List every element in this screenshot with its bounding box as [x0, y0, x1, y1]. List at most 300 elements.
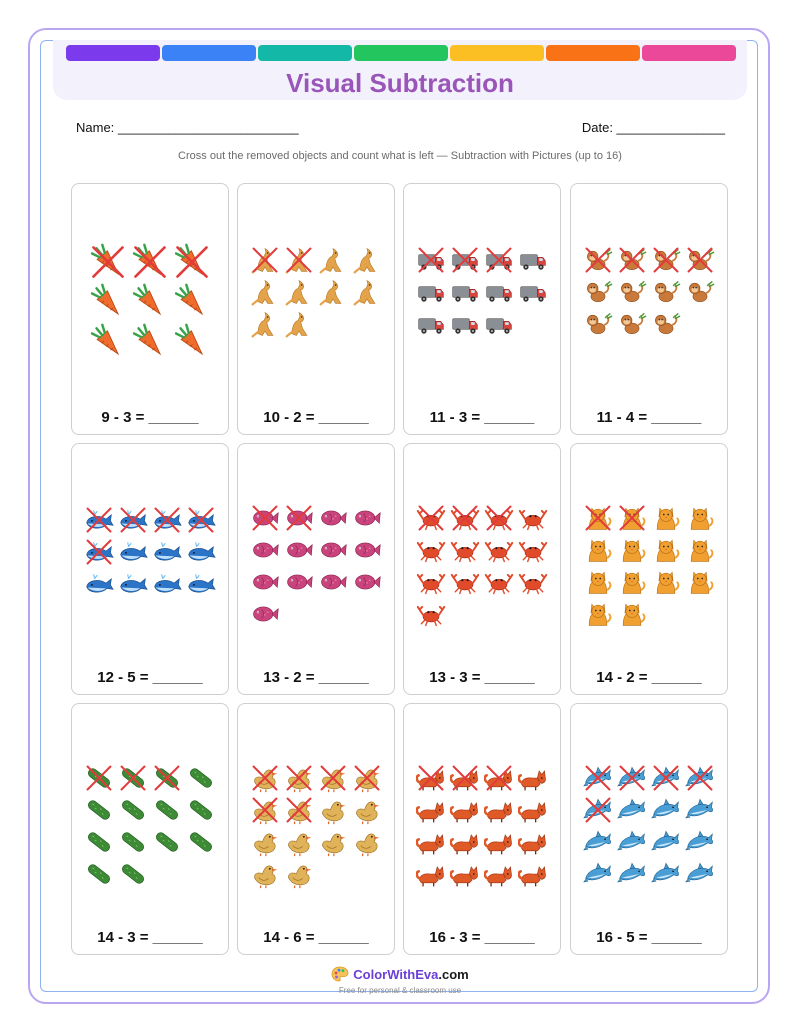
object-item[interactable] [316, 566, 350, 598]
cross-out-mark [173, 243, 211, 281]
crab-icon [518, 535, 548, 565]
fox-icon [518, 859, 548, 889]
object-item[interactable] [482, 244, 516, 276]
object-item[interactable] [172, 322, 212, 362]
fish-icon [352, 503, 382, 533]
object-item[interactable] [615, 566, 649, 598]
object-item[interactable] [581, 308, 615, 340]
object-item[interactable] [82, 858, 116, 890]
cat-icon [685, 535, 715, 565]
object-item[interactable] [482, 762, 516, 794]
object-item[interactable] [516, 566, 550, 598]
cat-icon [583, 535, 613, 565]
object-item[interactable] [116, 504, 150, 536]
problem-card [570, 703, 728, 955]
object-item[interactable] [516, 762, 550, 794]
object-item[interactable] [350, 276, 384, 308]
truck-icon [518, 277, 548, 307]
cucumber-icon [118, 827, 148, 857]
rainbow-segment [546, 45, 640, 61]
name-field[interactable]: Name: _________________________ [76, 120, 299, 135]
object-item[interactable] [516, 276, 550, 308]
fish-icon [250, 567, 280, 597]
cross-out-mark [416, 503, 446, 533]
whale-icon [152, 537, 182, 567]
object-item[interactable] [82, 536, 116, 568]
object-item[interactable] [350, 502, 384, 534]
rainbow-segment [162, 45, 256, 61]
equation-answer-line[interactable]: 11 - 3 = ______ [429, 409, 535, 426]
object-item[interactable] [649, 502, 683, 534]
object-item[interactable] [316, 762, 350, 794]
object-item[interactable] [248, 244, 282, 276]
object-item[interactable] [414, 762, 448, 794]
problem-card [403, 183, 561, 435]
object-item[interactable] [649, 762, 683, 794]
object-item[interactable] [482, 308, 516, 340]
truck-icon [484, 277, 514, 307]
cat-icon [583, 567, 613, 597]
dolphin-icon [617, 795, 647, 825]
fox-icon [518, 827, 548, 857]
fish-icon [318, 503, 348, 533]
object-item[interactable] [150, 762, 184, 794]
equation-answer-line[interactable]: 10 - 2 = ______ [263, 409, 369, 426]
object-item[interactable] [150, 794, 184, 826]
problem-card [71, 443, 229, 695]
object-item[interactable] [482, 276, 516, 308]
dolphin-icon [685, 795, 715, 825]
cross-out-mark [131, 243, 169, 281]
object-item[interactable] [184, 762, 218, 794]
object-item[interactable] [683, 762, 717, 794]
object-item[interactable] [414, 826, 448, 858]
problem-card [403, 443, 561, 695]
cross-out-mark [118, 505, 148, 535]
object-item[interactable] [448, 566, 482, 598]
cat-icon [583, 599, 613, 629]
fox-icon [484, 859, 514, 889]
equation-answer-line[interactable]: 14 - 2 = ______ [596, 669, 702, 686]
fox-icon [416, 827, 446, 857]
cross-out-mark [617, 503, 647, 533]
kangaroo-icon [352, 245, 382, 275]
fox-icon [450, 859, 480, 889]
brand-color: Color [353, 966, 388, 982]
object-item[interactable] [88, 322, 128, 362]
crab-icon [416, 567, 446, 597]
object-item[interactable] [448, 858, 482, 890]
object-item[interactable] [248, 794, 282, 826]
object-item[interactable] [649, 308, 683, 340]
dolphin-icon [685, 827, 715, 857]
object-item[interactable] [615, 598, 649, 630]
cat-icon [651, 535, 681, 565]
object-item[interactable] [649, 534, 683, 566]
object-item[interactable] [615, 244, 649, 276]
object-item[interactable] [448, 276, 482, 308]
object-item[interactable] [581, 566, 615, 598]
object-item[interactable] [316, 794, 350, 826]
object-item[interactable] [615, 826, 649, 858]
object-item[interactable] [282, 826, 316, 858]
object-item[interactable] [448, 244, 482, 276]
object-item[interactable] [649, 794, 683, 826]
object-item[interactable] [184, 826, 218, 858]
carrot-icon [89, 323, 127, 361]
equation-answer-line[interactable]: 16 - 5 = ______ [596, 929, 702, 946]
object-item[interactable] [282, 534, 316, 566]
kangaroo-icon [318, 277, 348, 307]
object-item[interactable] [316, 502, 350, 534]
object-item[interactable] [350, 244, 384, 276]
cucumber-icon [84, 859, 114, 889]
object-item[interactable] [615, 794, 649, 826]
fish-icon [250, 599, 280, 629]
object-item[interactable] [316, 276, 350, 308]
object-item[interactable] [482, 794, 516, 826]
object-item[interactable] [615, 502, 649, 534]
cross-out-mark [84, 505, 114, 535]
monkey-icon [651, 277, 681, 307]
object-item[interactable] [282, 244, 316, 276]
fox-icon [484, 795, 514, 825]
object-item[interactable] [581, 276, 615, 308]
fox-icon [416, 859, 446, 889]
object-item[interactable] [316, 244, 350, 276]
object-item[interactable] [615, 762, 649, 794]
object-item[interactable] [683, 858, 717, 890]
cross-out-mark [484, 245, 514, 275]
truck-icon [416, 309, 446, 339]
cross-out-mark [484, 503, 514, 533]
object-item[interactable] [683, 502, 717, 534]
object-item[interactable] [482, 502, 516, 534]
object-item[interactable] [482, 534, 516, 566]
fox-icon [450, 795, 480, 825]
kangaroo-icon [284, 309, 314, 339]
object-item[interactable] [516, 794, 550, 826]
fish-icon [250, 535, 280, 565]
cross-out-mark [352, 763, 382, 793]
cross-out-mark [152, 505, 182, 535]
object-item[interactable] [184, 536, 218, 568]
object-item[interactable] [516, 858, 550, 890]
kangaroo-icon [284, 277, 314, 307]
object-item[interactable] [516, 244, 550, 276]
equation-answer-line[interactable]: 14 - 6 = ______ [263, 929, 369, 946]
object-item[interactable] [350, 794, 384, 826]
object-item[interactable] [649, 566, 683, 598]
cross-out-mark [250, 503, 280, 533]
object-item[interactable] [414, 598, 448, 630]
object-item[interactable] [130, 242, 170, 282]
object-item[interactable] [172, 242, 212, 282]
object-item[interactable] [516, 826, 550, 858]
rainbow-segment [354, 45, 448, 61]
object-item[interactable] [649, 276, 683, 308]
cross-out-mark [651, 245, 681, 275]
cross-out-mark [284, 795, 314, 825]
cross-out-mark [685, 763, 715, 793]
object-item[interactable] [150, 504, 184, 536]
object-item[interactable] [184, 794, 218, 826]
dolphin-icon [583, 859, 613, 889]
truck-icon [450, 309, 480, 339]
carrot-icon [173, 283, 211, 321]
palette-icon [331, 966, 349, 982]
object-item[interactable] [248, 826, 282, 858]
equation-answer-line[interactable]: 13 - 3 = ______ [429, 669, 535, 686]
object-item[interactable] [248, 308, 282, 340]
object-item[interactable] [615, 276, 649, 308]
rainbow-segment [258, 45, 352, 61]
object-item[interactable] [88, 242, 128, 282]
rainbow-bar [66, 45, 736, 61]
dolphin-icon [617, 827, 647, 857]
dolphin-icon [617, 859, 647, 889]
object-item[interactable] [683, 566, 717, 598]
object-item[interactable] [150, 536, 184, 568]
problem-card [403, 703, 561, 955]
monkey-icon [583, 309, 613, 339]
object-item[interactable] [116, 794, 150, 826]
duck-icon [318, 827, 348, 857]
duck-icon [284, 827, 314, 857]
object-item[interactable] [581, 826, 615, 858]
cross-out-mark [118, 763, 148, 793]
object-item[interactable] [116, 858, 150, 890]
date-field[interactable]: Date: _______________ [581, 120, 725, 135]
cross-out-mark [250, 245, 280, 275]
rainbow-segment [450, 45, 544, 61]
object-item[interactable] [683, 244, 717, 276]
dolphin-icon [685, 859, 715, 889]
object-item[interactable] [248, 598, 282, 630]
object-item[interactable] [282, 794, 316, 826]
object-item[interactable] [615, 308, 649, 340]
object-item[interactable] [414, 794, 448, 826]
object-item[interactable] [448, 762, 482, 794]
truck-icon [450, 277, 480, 307]
object-item[interactable] [350, 566, 384, 598]
kangaroo-icon [250, 309, 280, 339]
footer-tagline: Free for personal & classroom use [338, 986, 462, 995]
object-item[interactable] [82, 568, 116, 600]
object-item[interactable] [282, 566, 316, 598]
carrot-icon [173, 323, 211, 361]
cross-out-mark [84, 537, 114, 567]
cross-out-mark [450, 245, 480, 275]
object-item[interactable] [649, 858, 683, 890]
cat-icon [651, 567, 681, 597]
object-item[interactable] [172, 282, 212, 322]
problem-card [71, 703, 229, 955]
object-item[interactable] [316, 534, 350, 566]
fox-icon [450, 827, 480, 857]
problem-card [237, 183, 395, 435]
cross-out-mark [583, 795, 613, 825]
object-item[interactable] [116, 762, 150, 794]
crab-icon [484, 567, 514, 597]
object-item[interactable] [248, 534, 282, 566]
object-item[interactable] [581, 598, 615, 630]
footer [0, 966, 800, 995]
monkey-icon [583, 277, 613, 307]
object-item[interactable] [88, 282, 128, 322]
object-item[interactable] [482, 566, 516, 598]
object-item[interactable] [581, 762, 615, 794]
problem-card [570, 183, 728, 435]
duck-icon [352, 827, 382, 857]
object-item[interactable] [683, 826, 717, 858]
object-item[interactable] [350, 826, 384, 858]
object-item[interactable] [683, 276, 717, 308]
object-item[interactable] [448, 794, 482, 826]
equation-answer-line[interactable]: 9 - 3 = ______ [101, 409, 199, 426]
dolphin-icon [651, 827, 681, 857]
fish-icon [318, 535, 348, 565]
object-item[interactable] [82, 794, 116, 826]
object-item[interactable] [615, 858, 649, 890]
object-item[interactable] [350, 762, 384, 794]
object-item[interactable] [150, 568, 184, 600]
object-item[interactable] [316, 826, 350, 858]
object-item[interactable] [184, 504, 218, 536]
cross-out-mark [484, 763, 514, 793]
equation-answer-line[interactable]: 16 - 3 = ______ [429, 929, 535, 946]
object-item[interactable] [448, 502, 482, 534]
cucumber-icon [186, 763, 216, 793]
whale-icon [118, 569, 148, 599]
object-item[interactable] [130, 282, 170, 322]
object-item[interactable] [248, 566, 282, 598]
object-item[interactable] [615, 534, 649, 566]
object-item[interactable] [482, 858, 516, 890]
cucumber-icon [152, 795, 182, 825]
object-item[interactable] [581, 794, 615, 826]
object-item[interactable] [414, 858, 448, 890]
object-item[interactable] [414, 502, 448, 534]
instructions: Cross out the removed objects and count what is left — Subtraction with Pictures (up to 16) [178, 150, 622, 162]
crab-icon [450, 567, 480, 597]
crab-icon [416, 535, 446, 565]
duck-icon [318, 795, 348, 825]
monkey-icon [617, 277, 647, 307]
truck-icon [518, 245, 548, 275]
whale-icon [186, 569, 216, 599]
object-item[interactable] [581, 244, 615, 276]
cross-out-mark [583, 245, 613, 275]
object-item[interactable] [683, 794, 717, 826]
equation-answer-line[interactable]: 11 - 4 = ______ [596, 409, 702, 426]
object-item[interactable] [516, 502, 550, 534]
cross-out-mark [250, 795, 280, 825]
cross-out-mark [450, 503, 480, 533]
object-item[interactable] [581, 858, 615, 890]
crab-icon [518, 567, 548, 597]
object-item[interactable] [683, 534, 717, 566]
object-item[interactable] [248, 762, 282, 794]
object-item[interactable] [248, 502, 282, 534]
truck-icon [416, 277, 446, 307]
page-title: Visual Subtraction [286, 68, 514, 98]
object-item[interactable] [130, 322, 170, 362]
fish-icon [352, 535, 382, 565]
brand-with: With [387, 966, 416, 982]
problem-card [237, 703, 395, 955]
dolphin-icon [583, 827, 613, 857]
object-item[interactable] [116, 536, 150, 568]
cucumber-icon [118, 859, 148, 889]
cross-out-mark [416, 245, 446, 275]
dolphin-icon [651, 859, 681, 889]
monkey-icon [617, 309, 647, 339]
duck-icon [250, 859, 280, 889]
cross-out-mark [583, 763, 613, 793]
object-item[interactable] [248, 858, 282, 890]
object-item[interactable] [282, 276, 316, 308]
object-item[interactable] [448, 308, 482, 340]
object-item[interactable] [282, 762, 316, 794]
object-item[interactable] [448, 534, 482, 566]
equation-answer-line[interactable]: 13 - 2 = ______ [263, 669, 369, 686]
object-item[interactable] [82, 826, 116, 858]
cat-icon [685, 503, 715, 533]
object-item[interactable] [649, 826, 683, 858]
cross-out-mark [89, 243, 127, 281]
object-item[interactable] [414, 534, 448, 566]
crab-icon [518, 503, 548, 533]
object-item[interactable] [248, 276, 282, 308]
object-item[interactable] [116, 826, 150, 858]
object-item[interactable] [282, 308, 316, 340]
object-item[interactable] [350, 534, 384, 566]
monkey-icon [651, 309, 681, 339]
object-item[interactable] [150, 826, 184, 858]
problem-card [71, 183, 229, 435]
object-item[interactable] [414, 276, 448, 308]
object-item[interactable] [82, 504, 116, 536]
brand-eva: Eva [415, 966, 439, 982]
object-item[interactable] [282, 858, 316, 890]
equation-answer-line[interactable]: 12 - 5 = ______ [97, 669, 203, 686]
object-item[interactable] [116, 568, 150, 600]
duck-icon [284, 859, 314, 889]
crab-icon [416, 599, 446, 629]
cross-out-mark [186, 505, 216, 535]
object-item[interactable] [581, 534, 615, 566]
cucumber-icon [84, 827, 114, 857]
object-item[interactable] [414, 566, 448, 598]
object-item[interactable] [282, 502, 316, 534]
equation-answer-line[interactable]: 14 - 3 = ______ [97, 929, 203, 946]
object-item[interactable] [448, 826, 482, 858]
object-item[interactable] [82, 762, 116, 794]
kangaroo-icon [250, 277, 280, 307]
object-item[interactable] [516, 534, 550, 566]
whale-icon [186, 537, 216, 567]
object-item[interactable] [184, 568, 218, 600]
object-item[interactable] [482, 826, 516, 858]
object-item[interactable] [649, 244, 683, 276]
cat-icon [617, 599, 647, 629]
object-item[interactable] [414, 308, 448, 340]
object-item[interactable] [414, 244, 448, 276]
cross-out-mark [583, 503, 613, 533]
object-item[interactable] [581, 502, 615, 534]
cross-out-mark [416, 763, 446, 793]
